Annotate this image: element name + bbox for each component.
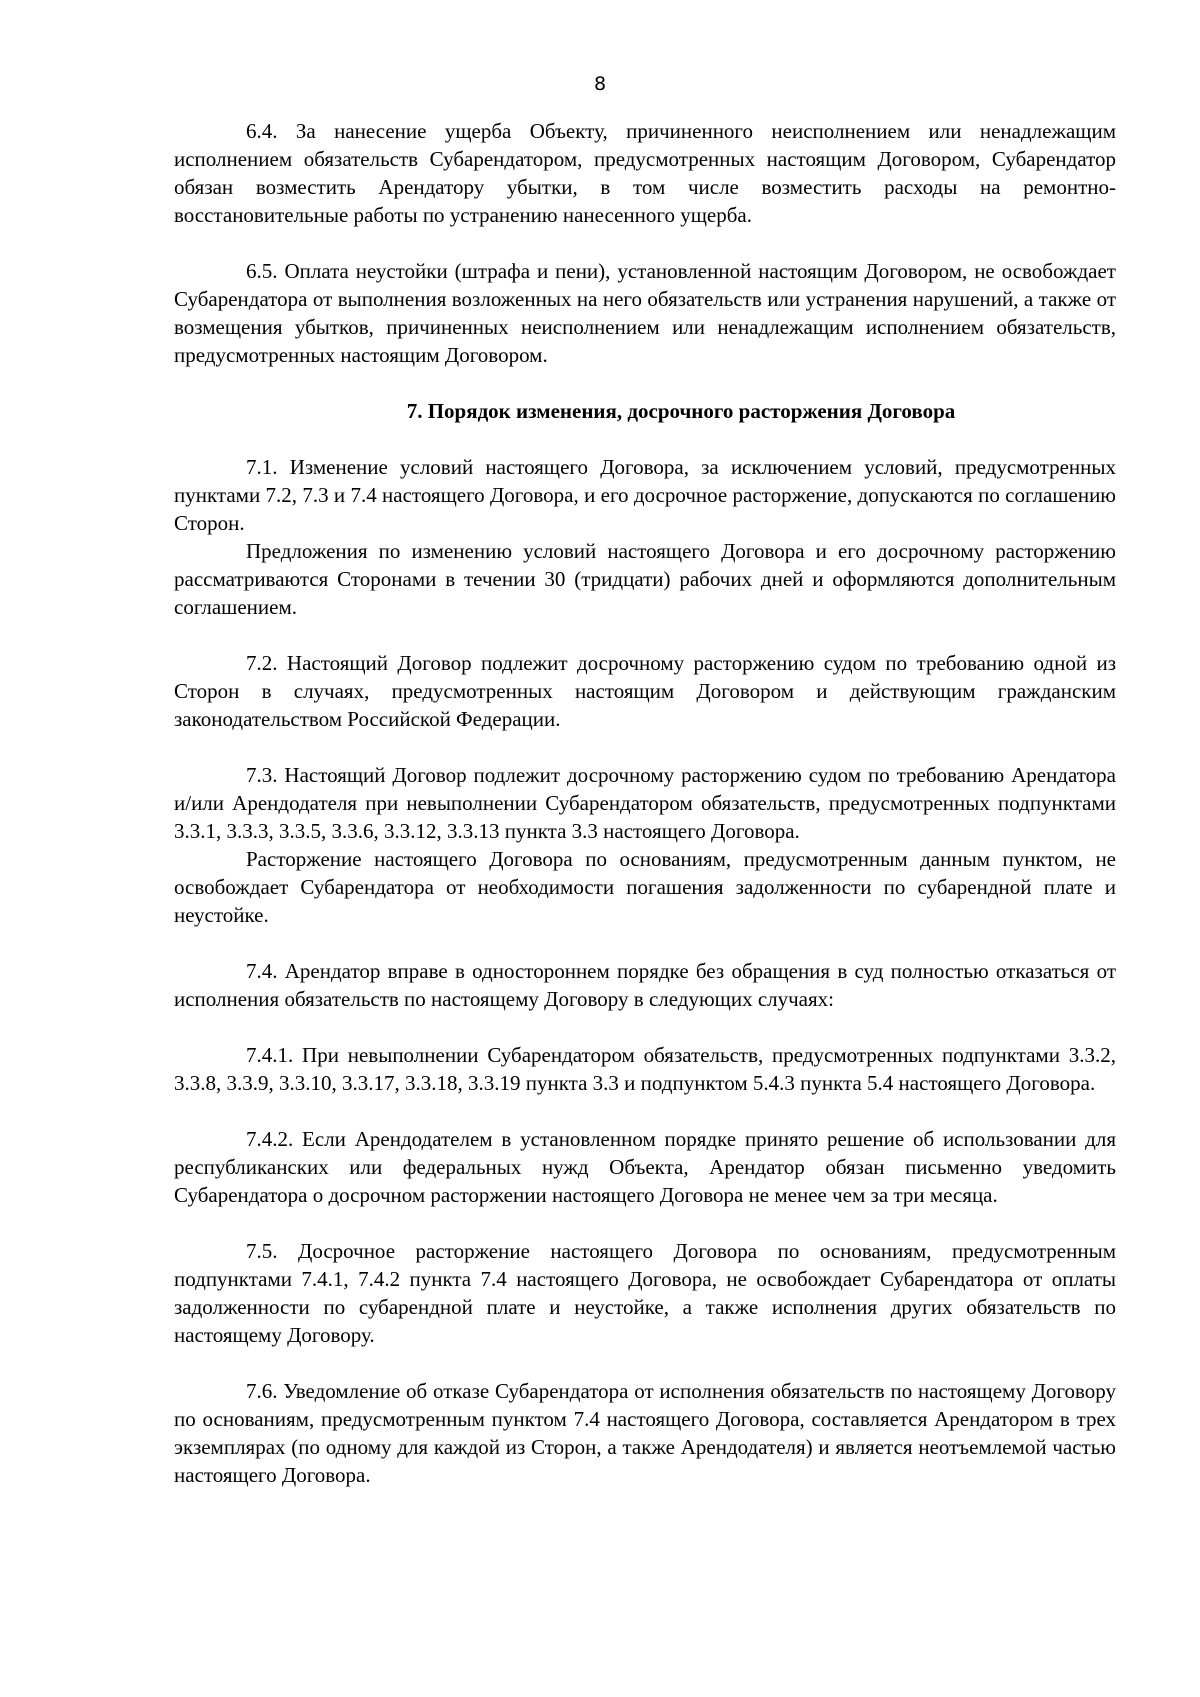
- document-body: [174, 117, 1116, 1489]
- clause-7-1: 7.1. Изменение условий настоящего Договора, за исключением условий, предусмотренных пунктами 7.2, 7.3 и 7.4 настоящего Договора, и его досрочное расторжение, допускаются по соглашению Сторон.: [174, 455, 1116, 535]
- spacer: [174, 229, 1116, 257]
- clause-7-6: 7.6. Уведомление об отказе Субарендатора от исполнения обязательств по настоящему Договору по основаниям, предусмотренным пунктом 7.4 настоящего Договора, составляется Арендатором в трех экземплярах (по одному для каждой из Сторон, а также Арендодателя) и является неотъемлемой частью настоящего Договора.: [174, 1379, 1116, 1487]
- clause-7-4-1: 7.4.1. При невыполнении Субарендатором обязательств, предусмотренных подпунктами 3.3.2, 3.3.8, 3.3.9, 3.3.10, 3.3.17, 3.3.18, 3.3.19 пункта 3.3 и подпунктом 5.4.3 пункта 5.4 настоящего Договора.: [174, 1043, 1116, 1095]
- clause-7-4-2: 7.4.2. Если Арендодателем в установленном порядке принято решение об использовании для республиканских или федеральных нужд Объекта, Арендатор обязан письменно уведомить Субарендатора о досрочном расторжении настоящего Договора не менее чем за три месяца.: [174, 1127, 1116, 1207]
- clause-7-5: 7.5. Досрочное расторжение настоящего Договора по основаниям, предусмотренным подпунктами 7.4.1, 7.4.2 пункта 7.4 настоящего Договора, не освобождает Субарендатора от оплаты задолженности по субарендной плате и неустойке, а также исполнения других обязательств по настоящему Договору.: [174, 1239, 1116, 1347]
- spacer: [174, 621, 1116, 649]
- page-number: 8: [593, 73, 607, 95]
- clause-7-3-termination: Расторжение настоящего Договора по основаниям, предусмотренным данным пунктом, не освобождает Субарендатора от необходимости погашения задолженности по субарендной плате и неустойке.: [174, 847, 1116, 927]
- spacer: [174, 1209, 1116, 1237]
- spacer: [174, 1097, 1116, 1125]
- clause-7-1-proposals: Предложения по изменению условий настоящего Договора и его досрочному расторжению рассматриваются Сторонами в течении 30 (тридцати) рабочих дней и оформляются дополнительным соглашением.: [174, 539, 1116, 619]
- spacer: [174, 929, 1116, 957]
- spacer: [174, 369, 1116, 397]
- spacer: [174, 1349, 1116, 1377]
- spacer: [174, 1013, 1116, 1041]
- clause-7-2: 7.2. Настоящий Договор подлежит досрочному расторжению судом по требованию одной из Сторон в случаях, предусмотренных настоящим Договором и действующим гражданским законодательством Российской Федерации.: [174, 651, 1116, 731]
- spacer: [174, 425, 1116, 453]
- clause-7-4: 7.4. Арендатор вправе в одностороннем порядке без обращения в суд полностью отказаться от исполнения обязательств по настоящему Договору в следующих случаях:: [174, 959, 1116, 1011]
- clause-7-3: 7.3. Настоящий Договор подлежит досрочному расторжению судом по требованию Арендатора и/или Арендодателя при невыполнении Субарендатором обязательств, предусмотренных подпунктами 3.3.1, 3.3.3, 3.3.5, 3.3.6, 3.3.12, 3.3.13 пункта 3.3 настоящего Договора.: [174, 763, 1116, 843]
- spacer: [174, 733, 1116, 761]
- clause-6-4: 6.4. За нанесение ущерба Объекту, причиненного неисполнением или ненадлежащим исполнением обязательств Субарендатором, предусмотренных настоящим Договором, Субарендатор обязан возместить Арендатору убытки, в том числе возместить расходы на ремонтно-восстановительные работы по устранению нанесенного ущерба.: [174, 119, 1116, 227]
- clause-6-5: 6.5. Оплата неустойки (штрафа и пени), установленной настоящим Договором, не освобождает Субарендатора от выполнения возложенных на него обязательств или устранения нарушений, а также от возмещения убытков, причиненных неисполнением или ненадлежащим исполнением обязательств, предусмотренных настоящим Договором.: [174, 259, 1116, 367]
- section-7-heading: 7. Порядок изменения, досрочного расторжения Договора: [406, 399, 956, 423]
